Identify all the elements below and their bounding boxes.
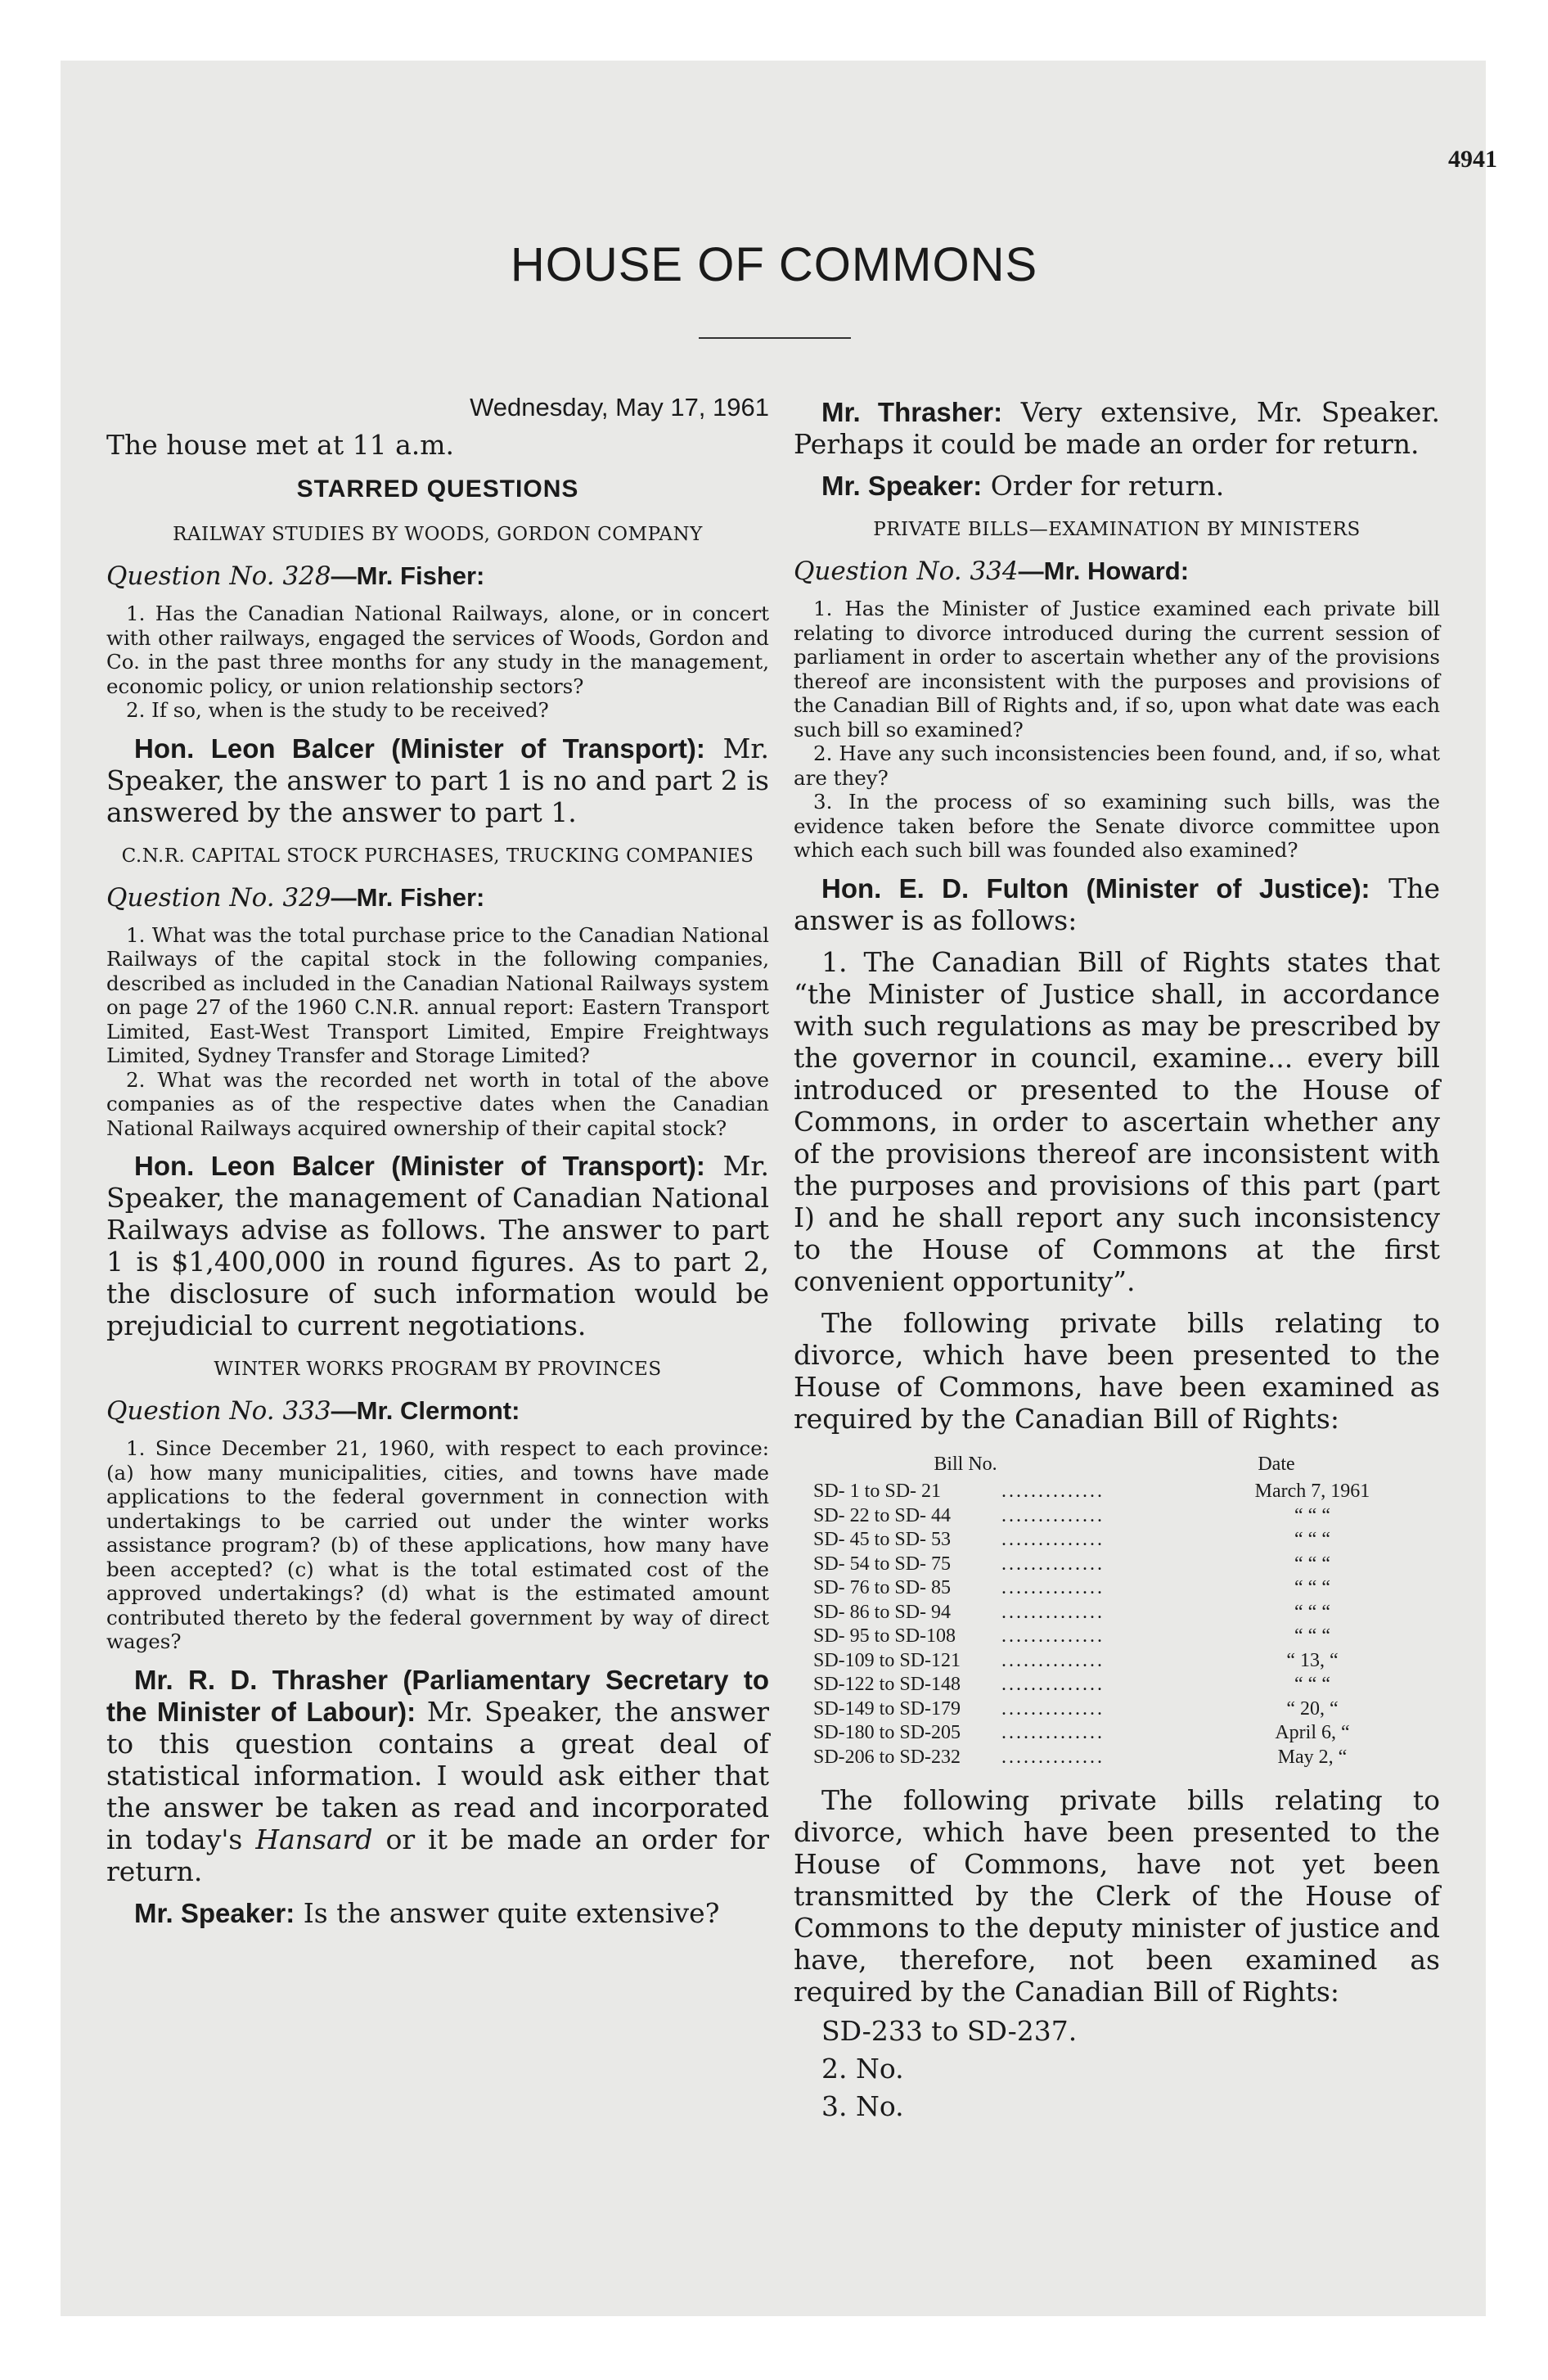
question-number: Question No. 329 — [106, 882, 331, 913]
page-number: 4941 — [1448, 146, 1497, 173]
table-row — [794, 1528, 1440, 1553]
leader-dots: .............. — [1001, 1504, 1105, 1526]
question-member: —Mr. Fisher: — [331, 561, 485, 590]
sitting-date: Wednesday, May 17, 1961 — [470, 393, 769, 421]
bill-range: SD- 22 to SD- 44 — [813, 1504, 952, 1526]
speaker-name: Hon. E. D. Fulton (Minister of Justice): — [821, 872, 1370, 904]
speaker-name: Hon. Leon Balcer (Minister of Transport): — [134, 732, 705, 764]
exam-date: “ “ “ — [1294, 1529, 1330, 1550]
answer-body: Is the answer quite extensive? — [295, 1896, 720, 1929]
exam-date: “ 13, “ — [1286, 1649, 1339, 1671]
exam-date: “ “ “ — [1294, 1625, 1330, 1647]
answer-text — [106, 1150, 769, 1341]
answer-body: Mr. Speaker, the answer to this question contains a great deal of statistical information. I would ask either that the answer be taken as read and incorporated in today's — [106, 1695, 769, 1855]
bill-range: SD-122 to SD-148 — [813, 1674, 961, 1695]
question-text: 1. Has the Canadian National Railways, alone, or in concert with other railways, engaged the services of Woods, Gordon and Co. in the past three months for any study in the management, economic policy, or union relationship sectors? — [106, 602, 769, 698]
exam-date: April 6, “ — [1275, 1722, 1350, 1743]
question-text: 1. Has the Minister of Justice examined each private bill relating to divorce introduced during the current session of parliament in order to ascertain whether any of the provisions thereof are inconsistent with the purposes and provisions of the Canadian Bill of Rights and, if so, upon what date was each such bill so examined? — [794, 597, 1440, 741]
question-heading: C.N.R. CAPITAL STOCK PURCHASES, TRUCKING COMPANIES — [121, 845, 754, 867]
question-line — [106, 1395, 769, 1427]
question-text: 1. What was the total purchase price to the Canadian National Railways of the capital stock in the following companies, described as included in the Canadian National Railways system on page 27 of the 1960 C.N.R. annual report: Eastern Transport Limited, East-West Transport Limited, Empire Freightways Limited, Sydney Transfer and Storage Limited? — [106, 922, 769, 1067]
bill-range: SD-149 to SD-179 — [813, 1697, 961, 1720]
answer-body: Mr. Speaker, the management of Canadian National Railways advise as follows. The answer to part 1 is $1,400,000 in round figures. As to part 2, the disclosure of such information would be prejudicial to current negotiations. — [106, 1150, 770, 1341]
question-member: —Mr. Clermont: — [331, 1396, 520, 1425]
exam-date: “ “ “ — [1294, 1674, 1330, 1695]
leader-dots: .............. — [1001, 1649, 1105, 1671]
leader-dots: .............. — [1001, 1553, 1105, 1575]
bill-range: SD- 76 to SD- 85 — [813, 1577, 952, 1598]
answer-text — [106, 732, 769, 828]
answer-text — [794, 396, 1440, 460]
question-line — [794, 556, 1440, 587]
bills-table-header — [794, 1453, 1440, 1477]
bill-range: SD- 95 to SD-108 — [813, 1625, 956, 1647]
answer-text — [794, 470, 1440, 502]
question-text: 1. Since December 21, 1960, with respect to each province: (a) how many municipalities, cities, and towns have made applications to the federal government in connection with undertakings to be carried out under the winter works assistance program? (b) of these applications, how many have been accepted? (c) what is the total estimated cost of the approved undertakings? (d) what is the estimated amount contributed thereto by the federal government by way of direct wages? — [106, 1436, 769, 1653]
left-column — [106, 393, 769, 1934]
exam-date: “ 20, “ — [1286, 1697, 1339, 1720]
exam-date: May 2, “ — [1277, 1746, 1348, 1768]
bills-table — [794, 1453, 1440, 1770]
question-heading: WINTER WORKS PROGRAM BY PROVINCES — [214, 1359, 662, 1380]
table-row — [794, 1649, 1440, 1674]
table-row — [794, 1746, 1440, 1770]
bill-range: SD-180 to SD-205 — [813, 1722, 961, 1743]
question-line — [106, 882, 769, 913]
bills-rows — [794, 1480, 1440, 1769]
answer-paragraph: 1. The Canadian Bill of Rights states that “the Minister of Justice shall, in accordance with such regulations as may be prescribed by the governor in council, examine... every bill introduced or presented to the House of Commons, in order to ascertain whether any of the provisions thereof are inconsistent with the purposes and provisions of this part (part I) and he shall report any such inconsistency to the House of Commons at the first convenient opportunity”. — [794, 945, 1440, 1297]
answer-text — [106, 1897, 769, 1929]
answer-text — [106, 1664, 769, 1887]
leader-dots: .............. — [1001, 1722, 1105, 1743]
bill-range: SD-206 to SD-232 — [813, 1746, 961, 1768]
speaker-name: Mr. Speaker: — [821, 471, 983, 501]
answer-paragraph: The following private bills relating to divorce, which have been presented to the House of Commons, have not yet been transmitted by the Clerk of the House of Commons to the deputy minister of justice and have, therefore, not been examined as required by the Canadian Bill of Rights: — [794, 1784, 1440, 2008]
question-text: 3. In the process of so examining such bills, was the evidence taken before the Senate divorce committee upon which each such bill was founded also examined? — [794, 790, 1440, 862]
leader-dots: .............. — [1001, 1697, 1105, 1720]
answer-body: or it be made an order for return. — [106, 1823, 769, 1887]
question-number: Question No. 333 — [106, 1396, 331, 1426]
speaker-name: Mr. R. D. Thrasher (Parliamentary Secretary to the Minister of Labour): — [106, 1664, 769, 1727]
leader-dots: .............. — [1001, 1674, 1105, 1695]
answer-item: SD-233 to SD-237. — [821, 2015, 1078, 2047]
leader-dots: .............. — [1001, 1529, 1105, 1550]
leader-dots: .............. — [1001, 1746, 1105, 1768]
question-heading: PRIVATE BILLS—EXAMINATION BY MINISTERS — [873, 519, 1361, 540]
speaker-name: Mr. Thrasher: — [821, 397, 1003, 427]
question-heading: RAILWAY STUDIES BY WOODS, GORDON COMPANY — [173, 524, 703, 545]
page-title: HOUSE OF COMMONS — [510, 238, 1038, 291]
question-number: Question No. 334 — [794, 557, 1019, 586]
table-row — [794, 1673, 1440, 1697]
exam-date: March 7, 1961 — [1254, 1481, 1370, 1502]
answer-body: Mr. Speaker, the answer to part 1 is no and part 2 is answered by the answer to part 1. — [106, 732, 770, 828]
question-text: 2. If so, when is the study to be received? — [126, 698, 549, 722]
speaker-name: Mr. Speaker: — [134, 1897, 295, 1928]
hansard-italic: Hansard — [255, 1823, 373, 1855]
answer-item: 3. No. — [821, 2090, 904, 2122]
bill-range: SD- 54 to SD- 75 — [813, 1553, 952, 1575]
answer-item: 2. No. — [821, 2053, 904, 2085]
leader-dots: .............. — [1001, 1577, 1105, 1598]
table-row — [794, 1576, 1440, 1601]
right-column — [794, 393, 1440, 2125]
question-text: 2. What was the recorded net worth in total of the above companies as of the respective dates when the Canadian National Railways acquired ownership of their capital stock? — [106, 1067, 769, 1140]
answer-text — [794, 872, 1440, 936]
bill-range: SD- 86 to SD- 94 — [813, 1601, 952, 1623]
table-row — [794, 1504, 1440, 1529]
question-member: —Mr. Fisher: — [331, 882, 485, 912]
leader-dots: .............. — [1001, 1601, 1105, 1623]
exam-date: “ “ “ — [1294, 1577, 1330, 1598]
table-row — [794, 1480, 1440, 1504]
exam-date: “ “ “ — [1294, 1553, 1330, 1575]
bill-number-header: Bill No. — [934, 1453, 997, 1475]
title-divider — [699, 337, 851, 339]
question-text: 2. Have any such inconsistencies been found, and, if so, what are they? — [794, 741, 1440, 790]
exam-date: “ “ “ — [1294, 1601, 1330, 1623]
answer-body: Order for return. — [982, 470, 1225, 502]
leader-dots: .............. — [1001, 1625, 1105, 1647]
table-row — [794, 1721, 1440, 1746]
question-line — [106, 561, 769, 592]
date-header: Date — [1258, 1453, 1295, 1475]
answer-body: Very extensive, Mr. Speaker. Perhaps it could be made an order for return. — [794, 396, 1441, 460]
section-heading-starred-questions: STARRED QUESTIONS — [296, 476, 579, 503]
leader-dots: .............. — [1001, 1481, 1105, 1502]
answer-paragraph: The following private bills relating to divorce, which have been presented to the House of Commons, have been examined as required by the Canadian Bill of Rights: — [794, 1306, 1440, 1435]
table-row — [794, 1601, 1440, 1625]
sitting-opening: The house met at 11 a.m. — [106, 429, 455, 461]
question-member: —Mr. Howard: — [1018, 557, 1190, 585]
bill-range: SD- 1 to SD- 21 — [813, 1481, 942, 1502]
table-row — [794, 1553, 1440, 1577]
table-row — [794, 1697, 1440, 1722]
speaker-name: Hon. Leon Balcer (Minister of Transport): — [134, 1151, 705, 1181]
question-number: Question No. 328 — [106, 561, 331, 591]
bill-range: SD-109 to SD-121 — [813, 1649, 961, 1671]
answer-body: The answer is as follows: — [794, 872, 1440, 936]
bill-range: SD- 45 to SD- 53 — [813, 1529, 952, 1550]
table-row — [794, 1625, 1440, 1649]
exam-date: “ “ “ — [1294, 1504, 1330, 1526]
